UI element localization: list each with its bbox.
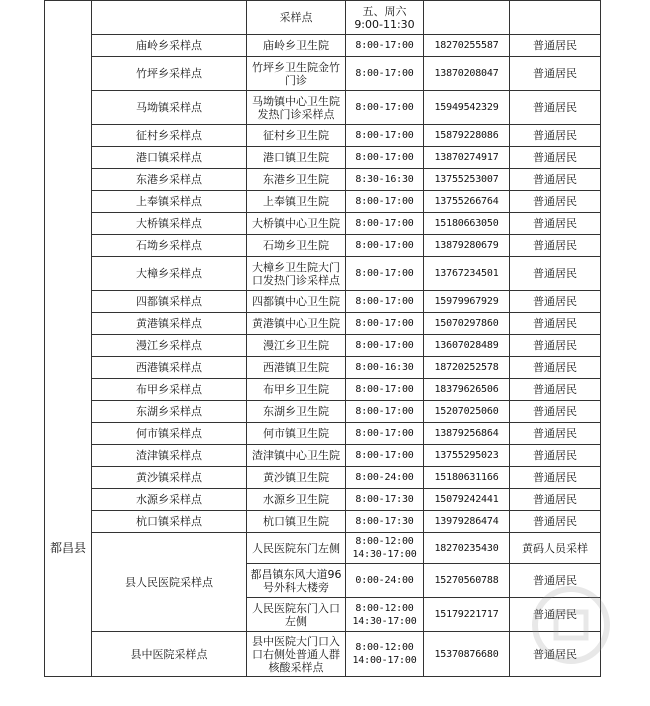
table-row	[45, 357, 601, 379]
target-cell: 黄码人员采样	[510, 533, 601, 564]
site-name-cell: 港口镇采样点	[92, 147, 247, 169]
target-cell: 普通居民	[510, 313, 601, 335]
phone-cell: 15207025060	[424, 401, 510, 423]
site-name-cell: 西港镇采样点	[92, 357, 247, 379]
phone-cell: 13755253007	[424, 169, 510, 191]
site-name-cell: 水源乡采样点	[92, 489, 247, 511]
location-cell: 东港乡卫生院	[247, 169, 346, 191]
target-cell: 普通居民	[510, 423, 601, 445]
location-cell: 杭口镇卫生院	[247, 511, 346, 533]
phone-cell: 15370876680	[424, 632, 510, 677]
location-cell: 水源乡卫生院	[247, 489, 346, 511]
phone-cell	[424, 1, 510, 35]
table-row	[45, 147, 601, 169]
time-cell: 8:00-17:00	[346, 147, 424, 169]
location-cell: 黄沙镇卫生院	[247, 467, 346, 489]
time-cell: 8:00-17:00	[346, 91, 424, 125]
site-name-cell: 布甲乡采样点	[92, 379, 247, 401]
phone-cell: 15979967929	[424, 291, 510, 313]
target-cell: 普通居民	[510, 191, 601, 213]
location-cell: 石坳乡卫生院	[247, 235, 346, 257]
target-cell: 普通居民	[510, 147, 601, 169]
phone-cell: 13879256864	[424, 423, 510, 445]
site-name-cell: 竹坪乡采样点	[92, 57, 247, 91]
table-row	[45, 235, 601, 257]
location-cell: 东湖乡卫生院	[247, 401, 346, 423]
site-name-cell: 东湖乡采样点	[92, 401, 247, 423]
time-cell: 8:00-17:00	[346, 445, 424, 467]
time-cell: 8:30-16:30	[346, 169, 424, 191]
phone-cell: 13755266764	[424, 191, 510, 213]
location-cell: 渣津镇中心卫生院	[247, 445, 346, 467]
phone-cell: 15079242441	[424, 489, 510, 511]
location-cell: 竹坪乡卫生院金竹门诊	[247, 57, 346, 91]
table-row	[45, 533, 601, 564]
phone-cell: 18270255587	[424, 35, 510, 57]
target-cell: 普通居民	[510, 57, 601, 91]
location-cell: 马坳镇中心卫生院发热门诊采样点	[247, 91, 346, 125]
phone-cell: 15270560788	[424, 564, 510, 598]
time-cell: 8:00-17:00	[346, 401, 424, 423]
phone-cell: 13767234501	[424, 257, 510, 291]
target-cell: 普通居民	[510, 213, 601, 235]
time-cell: 8:00-16:30	[346, 357, 424, 379]
phone-cell: 18379626506	[424, 379, 510, 401]
site-name-cell: 黄沙镇采样点	[92, 467, 247, 489]
site-name-cell: 征村乡采样点	[92, 125, 247, 147]
table-row	[45, 511, 601, 533]
hospital-name-cell: 县人民医院采样点	[92, 533, 247, 632]
location-cell: 县中医院大门口入口右侧处普通人群核酸采样点	[247, 632, 346, 677]
target-cell	[510, 1, 601, 35]
table-row	[45, 125, 601, 147]
time-cell: 8:00-17:30	[346, 489, 424, 511]
hospital-name-cell: 县中医院采样点	[92, 632, 247, 677]
site-name-cell: 杭口镇采样点	[92, 511, 247, 533]
site-name-cell: 四都镇采样点	[92, 291, 247, 313]
time-cell: 8:00-17:30	[346, 511, 424, 533]
location-cell: 大桥镇中心卫生院	[247, 213, 346, 235]
time-cell: 8:00-17:00	[346, 191, 424, 213]
table-row	[45, 401, 601, 423]
site-name-cell: 漫江乡采样点	[92, 335, 247, 357]
location-cell: 人民医院东门左侧	[247, 533, 346, 564]
target-cell: 普通居民	[510, 564, 601, 598]
table-row	[45, 169, 601, 191]
time-cell: 8:00-17:00	[346, 125, 424, 147]
table-row	[45, 291, 601, 313]
time-cell: 8:00-17:00	[346, 257, 424, 291]
target-cell: 普通居民	[510, 467, 601, 489]
target-cell: 普通居民	[510, 401, 601, 423]
location-cell: 黄港镇中心卫生院	[247, 313, 346, 335]
table-row	[45, 213, 601, 235]
time-cell: 8:00-17:00	[346, 235, 424, 257]
target-cell: 普通居民	[510, 169, 601, 191]
time-cell: 8:00-12:00 14:00-17:00	[346, 632, 424, 677]
site-name-cell: 马坳镇采样点	[92, 91, 247, 125]
table-row	[45, 57, 601, 91]
sampling-sites-table	[44, 0, 601, 677]
phone-cell: 13755295023	[424, 445, 510, 467]
target-cell: 普通居民	[510, 91, 601, 125]
phone-cell: 15879228086	[424, 125, 510, 147]
location-cell: 人民医院东门入口左侧	[247, 598, 346, 632]
location-cell: 庙岭乡卫生院	[247, 35, 346, 57]
target-cell: 普通居民	[510, 291, 601, 313]
time-cell: 8:00-12:00 14:30-17:00	[346, 533, 424, 564]
site-name-cell: 何市镇采样点	[92, 423, 247, 445]
target-cell: 普通居民	[510, 35, 601, 57]
time-cell: 0:00-24:00	[346, 564, 424, 598]
location-cell: 布甲乡卫生院	[247, 379, 346, 401]
phone-cell: 18720252578	[424, 357, 510, 379]
phone-cell: 15179221717	[424, 598, 510, 632]
time-cell: 五、周六 9:00-11:30	[346, 1, 424, 35]
phone-cell: 15949542329	[424, 91, 510, 125]
location-cell: 港口镇卫生院	[247, 147, 346, 169]
time-cell: 8:00-17:00	[346, 379, 424, 401]
location-cell: 上奉镇卫生院	[247, 191, 346, 213]
table-row	[45, 489, 601, 511]
site-name-cell: 黄港镇采样点	[92, 313, 247, 335]
target-cell: 普通居民	[510, 357, 601, 379]
site-name-cell: 上奉镇采样点	[92, 191, 247, 213]
site-name-cell: 庙岭乡采样点	[92, 35, 247, 57]
location-cell: 何市镇卫生院	[247, 423, 346, 445]
location-cell: 采样点	[247, 1, 346, 35]
table-row	[45, 257, 601, 291]
phone-cell: 15180663050	[424, 213, 510, 235]
site-name-cell: 石坳乡采样点	[92, 235, 247, 257]
county-cell	[45, 1, 92, 677]
time-cell: 8:00-17:00	[346, 291, 424, 313]
county-label: 都昌县	[49, 541, 86, 555]
location-cell: 大樟乡卫生院大门口发热门诊采样点	[247, 257, 346, 291]
table-row	[45, 632, 601, 677]
target-cell: 普通居民	[510, 598, 601, 632]
target-cell: 普通居民	[510, 632, 601, 677]
location-cell: 征村乡卫生院	[247, 125, 346, 147]
table-row	[45, 91, 601, 125]
site-name-cell: 东港乡采样点	[92, 169, 247, 191]
phone-cell: 15070297860	[424, 313, 510, 335]
phone-cell: 13870274917	[424, 147, 510, 169]
table-row	[45, 423, 601, 445]
phone-cell: 13870208047	[424, 57, 510, 91]
table-row	[45, 335, 601, 357]
table-row	[45, 467, 601, 489]
time-cell: 8:00-17:00	[346, 335, 424, 357]
target-cell: 普通居民	[510, 379, 601, 401]
phone-cell: 15180631166	[424, 467, 510, 489]
target-cell: 普通居民	[510, 335, 601, 357]
table-row	[45, 35, 601, 57]
site-name-cell: 渣津镇采样点	[92, 445, 247, 467]
target-cell: 普通居民	[510, 235, 601, 257]
phone-cell: 13979286474	[424, 511, 510, 533]
time-cell: 8:00-24:00	[346, 467, 424, 489]
table-row	[45, 191, 601, 213]
target-cell: 普通居民	[510, 257, 601, 291]
target-cell: 普通居民	[510, 489, 601, 511]
location-cell: 都昌镇东风大道96号外科大楼旁	[247, 564, 346, 598]
phone-cell: 18270235430	[424, 533, 510, 564]
time-cell: 8:00-17:00	[346, 313, 424, 335]
time-cell: 8:00-12:00 14:30-17:00	[346, 598, 424, 632]
time-cell: 8:00-17:00	[346, 57, 424, 91]
target-cell: 普通居民	[510, 125, 601, 147]
phone-cell: 13879280679	[424, 235, 510, 257]
time-cell: 8:00-17:00	[346, 423, 424, 445]
target-cell: 普通居民	[510, 511, 601, 533]
time-cell: 8:00-17:00	[346, 35, 424, 57]
table-row	[45, 313, 601, 335]
target-cell: 普通居民	[510, 445, 601, 467]
table-row	[45, 379, 601, 401]
phone-cell: 13607028489	[424, 335, 510, 357]
location-cell: 漫江乡卫生院	[247, 335, 346, 357]
location-cell: 西港镇卫生院	[247, 357, 346, 379]
table-row	[45, 445, 601, 467]
site-name-cell: 大桥镇采样点	[92, 213, 247, 235]
table-row	[45, 1, 601, 35]
location-cell: 四都镇中心卫生院	[247, 291, 346, 313]
site-name-cell: 大樟乡采样点	[92, 257, 247, 291]
site-name-cell	[92, 1, 247, 35]
time-cell: 8:00-17:00	[346, 213, 424, 235]
